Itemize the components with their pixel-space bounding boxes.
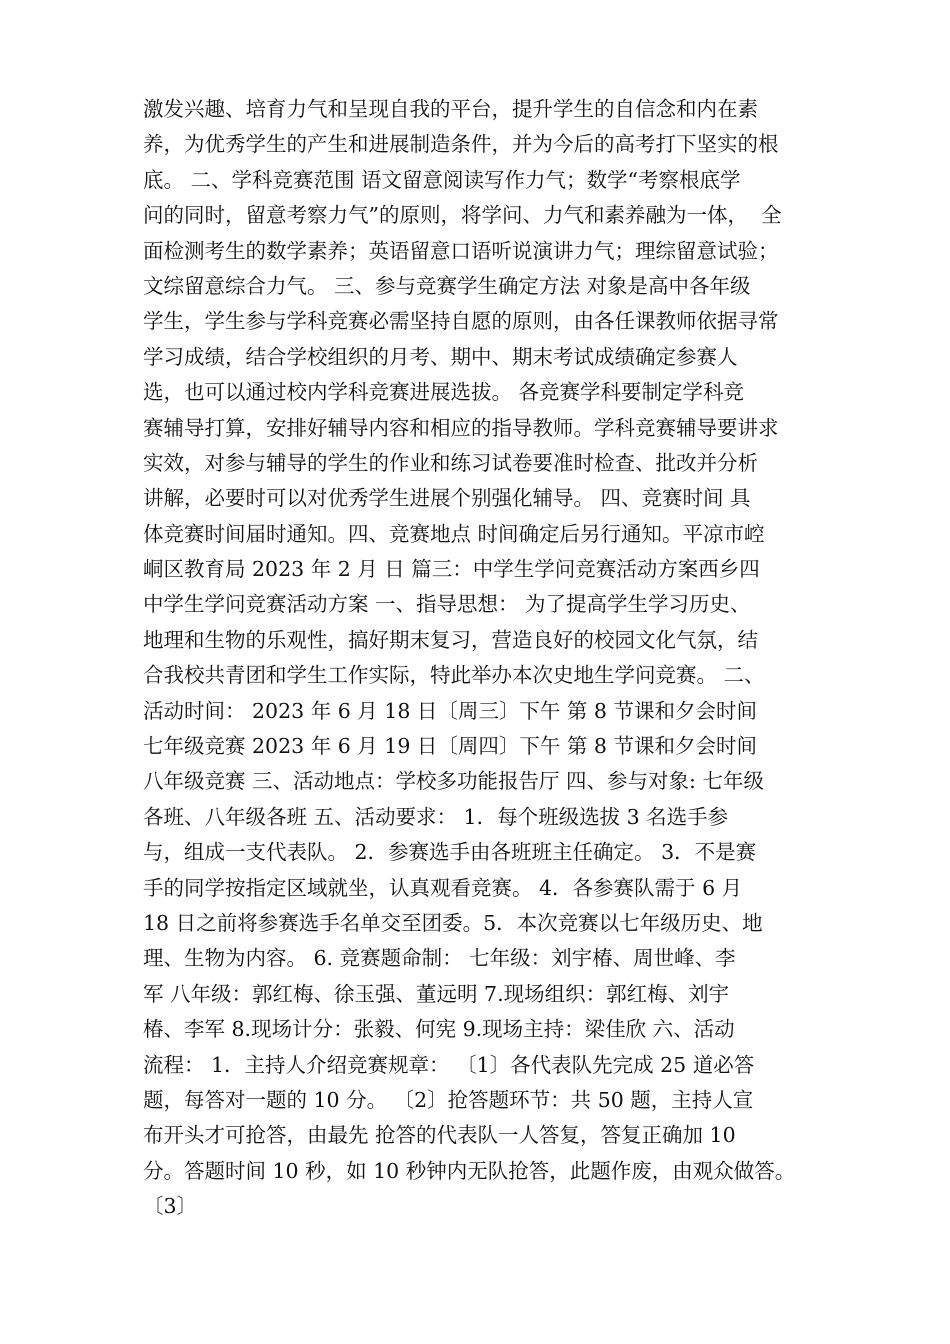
text-line: 18 日之前将参赛选手名单交至团委。5．本次竞赛以七年级历史、地 bbox=[143, 910, 763, 935]
text-line: 实效，对参与辅导的学生的作业和练习试卷要准时检查、批改并分析 bbox=[143, 450, 758, 475]
text-line: 学习成绩，结合学校组织的月考、期中、期末考试成绩确定参赛人 bbox=[143, 344, 738, 369]
text-line: 地理和生物的乐观性，搞好期末复习，营造良好的校园文化气氛，结 bbox=[143, 627, 758, 652]
text-line: 八年级竞赛 三、活动地点：学校多功能报告厅 四、参与对象: 七年级 bbox=[143, 769, 764, 794]
text-line: 赛辅导打算，安排好辅导内容和相应的指导教师。学科竞赛辅导要讲求 bbox=[143, 415, 779, 440]
text-line: 体竞赛时间届时通知。四、竞赛地点 时间确定后另行通知。平凉市崆 bbox=[143, 521, 765, 546]
text-line: 各班、八年级各班 五、活动要求： 1．每个班级选拔 3 名选手参 bbox=[143, 804, 729, 829]
text-line: 理、生物为内容。 6. 竞赛题命制： 七年级：刘宇椿、周世峰、李 bbox=[143, 946, 736, 971]
text-line: 养，为优秀学生的产生和进展制造条件，并为今后的高考打下坚实的根 bbox=[143, 132, 779, 157]
text-line: 激发兴趣、培育力气和呈现自我的平台，提升学生的自信念和内在素 bbox=[143, 97, 758, 121]
text-line: 布开头才可抢答，由最先 抢答的代表队一人答复，答复正确加 10 bbox=[143, 1123, 736, 1148]
text-line: 选，也可以通过校内学科竞赛进展选拔。 各竞赛学科要制定学科竞 bbox=[143, 380, 745, 405]
text-line: 七年级竞赛 2023 年 6 月 19 日〔周四〕下午 第 8 节课和夕会时间 bbox=[143, 734, 757, 759]
text-line: 峒区教育局 2023 年 2 月 日 篇三：中学生学问竞赛活动方案西乡四 bbox=[143, 557, 760, 582]
text-line: 流程： 1．主持人介绍竞赛规章： 〔1〕各代表队先完成 25 道必答 bbox=[143, 1052, 755, 1077]
text-line: 军 八年级：郭红梅、徐玉强、董远明 7.现场组织：郭红梅、刘宇 bbox=[143, 981, 730, 1006]
text-line: 合我校共青团和学生工作实际，特此举办本次史地生学问竞赛。 二、 bbox=[143, 663, 765, 688]
document-body bbox=[143, 92, 815, 1225]
text-line: 学生，学生参与学科竞赛必需坚持自愿的原则，由各任课教师依据寻常 bbox=[143, 309, 779, 334]
text-line: 手的同学按指定区域就坐，认真观看竞赛。 4．各参赛队需于 6 月 bbox=[143, 875, 743, 900]
text-line: 题，每答对一题的 10 分。 〔2〕抢答题环节：共 50 题，主持人宣 bbox=[143, 1087, 754, 1112]
text-line: 活动时间： 2023 年 6 月 18 日〔周三〕下午 第 8 节课和夕会时间 bbox=[143, 698, 757, 723]
text-line: 面检测考生的数学素养；英语留意口语听说演讲力气；理综留意试验； bbox=[143, 238, 779, 263]
text-line: 〔3〕 bbox=[143, 1194, 198, 1219]
text-line: 与，组成一支代表队。 2．参赛选手由各班班主任确定。 3．不是赛 bbox=[143, 840, 757, 865]
text-line: 椿、李军 8.现场计分：张毅、何宪 9.现场主持：梁佳欣 六、活动 bbox=[143, 1017, 735, 1042]
text-line: 问的同时，留意考察力气”的原则，将学问、力气和素养融为一体， 全 bbox=[143, 203, 782, 228]
text-line: 文综留意综合力气。 三、参与竞赛学生确定方法 对象是高中各年级 bbox=[143, 273, 751, 298]
text-line: 讲解，必要时可以对优秀学生进展个别强化辅导。 四、竞赛时间 具 bbox=[143, 486, 751, 511]
text-line: 中学生学问竞赛活动方案 一、指导思想： 为了提高学生学习历史、 bbox=[143, 592, 751, 617]
text-line: 底。 二、学科竞赛范围 语文留意阅读写作力气；数学“考察根底学 bbox=[143, 167, 741, 192]
text-line: 分。答题时间 10 秒，如 10 秒钟内无队抢答，此题作废，由观众做答。 bbox=[143, 1158, 796, 1183]
